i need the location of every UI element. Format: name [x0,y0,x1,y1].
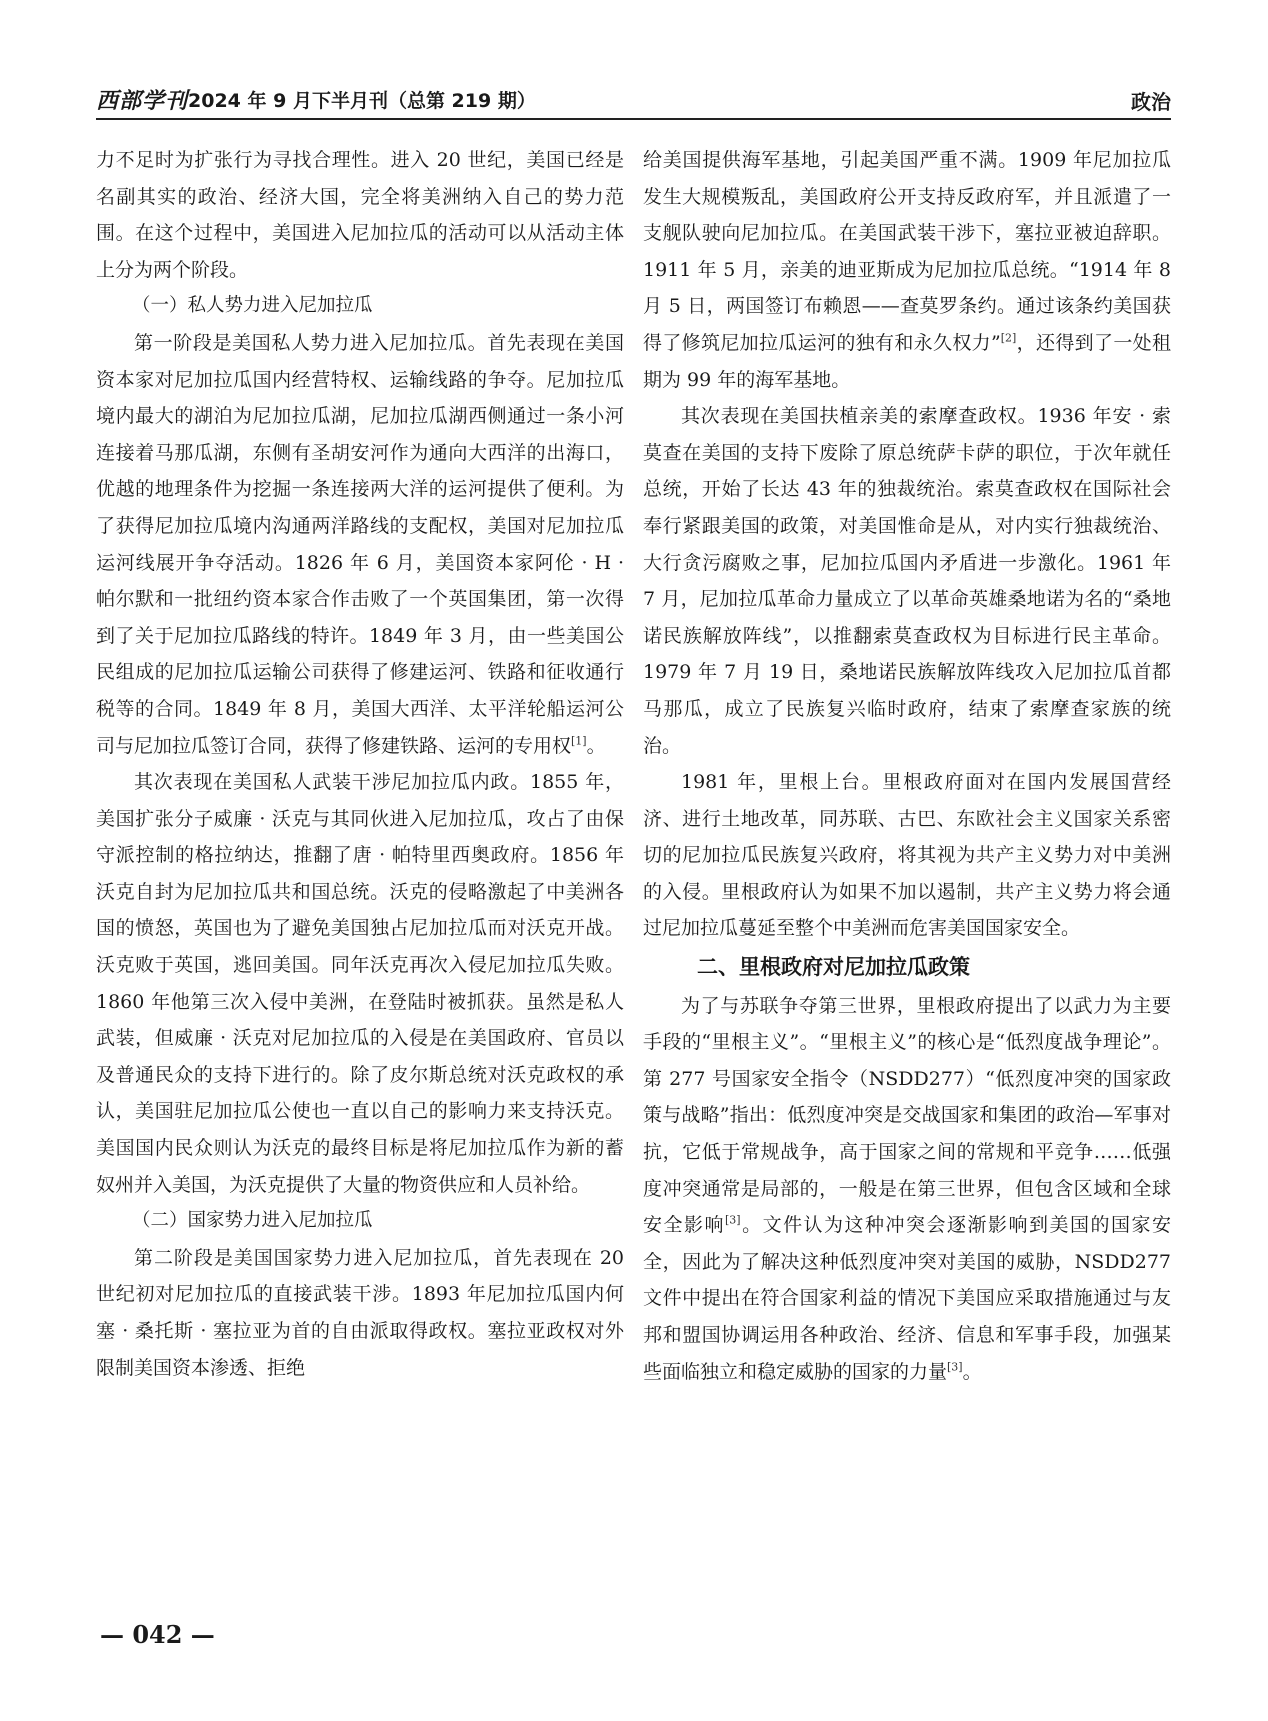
paragraph-text: 。 [962,1360,982,1383]
paragraph-text: 。 [586,734,606,757]
paragraph: 力不足时为扩张行为寻找合理性。进入 20 世纪，美国已经是名副其实的政治、经济大国，完全将美洲纳入自己的势力范围。在这个过程中，美国进入尼加拉瓜的活动可以从活动主体上分为两个阶段。 [96,149,624,281]
paragraph-text: 第一阶段是美国私人势力进入尼加拉瓜。首先表现在美国资本家对尼加拉瓜国内经营特权、运输线路的争夺。尼加拉瓜境内最大的湖泊为尼加拉瓜湖，尼加拉瓜湖西侧通过一条小河连接着马那瓜湖，东侧有圣胡安河作为通向大西洋的出海口，优越的地理条件为挖掘一条连接两大洋的运河提供了便利。为了获得尼加拉瓜境内沟通两洋路线的支配权，美国对尼加拉瓜运河线展开争夺活动。1826 年 6 月，美国资本家阿伦 · H · 帕尔默和一批纽约资本家合作击败了一个英国集团，第一次得到了关于尼加拉瓜路线的特许。1849 年 3 月，由一些美国公民组成的尼加拉瓜运输公司获得了修建运河、铁路和征收通行税等的合同。1849 年 8 月，美国大西洋、太平洋轮船运河公司与尼加拉瓜签订合同，获得了修建铁路、运河的专用权 [96,331,624,757]
paragraph-text: 。文件认为这种冲突会逐渐影响到美国的国家安全，因此为了解决这种低烈度冲突对美国的威胁，NSDD277 文件中提出在符合国家利益的情况下美国应采取措施通过与友邦和盟国协调运用各种政治、经济、信息和军事手段，加强某些面临独立和稳定威胁的国家的力量 [643,1214,1171,1383]
paragraph: 其次表现在美国扶植亲美的索摩查政权。1936 年安 · 索莫查在美国的支持下废除了原总统萨卡萨的职位，于次年就任总统，开始了长达 43 年的独裁统治。索莫查政权在国际社会奉行紧跟美国的政策，对美国惟命是从，对内实行独裁统治、大行贪污腐败之事，尼加拉瓜国内矛盾进一步激化。1961 年 7 月，尼加拉瓜革命力量成立了以革命英雄桑地诺为名的“桑地诺民族解放阵线”，以推翻索莫查政权为目标进行民主革命。1979 年 7 月 19 日，桑地诺民族解放阵线攻入尼加拉瓜首都马那瓜，成立了民族复兴临时政府，结束了索摩查家族的统治。 [643,405,1171,757]
journal-issue: 2024 年 9 月下半月刊（总第 219 期） [188,90,536,112]
running-header [96,84,1171,120]
page-number: — 042 — [100,1620,215,1649]
citation-ref: [3] [947,1360,963,1374]
subsection-heading: （二）国家势力进入尼加拉瓜 [132,1210,373,1232]
citation-ref: [2] [1000,331,1017,345]
paragraph [643,988,1171,1391]
paragraph: 1981 年，里根上台。里根政府面对在国内发展国营经济、进行土地改革，同苏联、古巴、东欧社会主义国家关系密切的尼加拉瓜民族复兴政府，将其视为共产主义势力对中美洲的入侵。里根政府认为如果不加以遏制，共产主义势力将会通过尼加拉瓜蔓延至整个中美洲而危害美国国家安全。 [643,771,1171,940]
paragraph: 第二阶段是美国国家势力进入尼加拉瓜，首先表现在 20 世纪初对尼加拉瓜的直接武装干涉。1893 年尼加拉瓜国内何塞 · 桑托斯 · 塞拉亚为首的自由派取得政权。塞拉亚政权对外限制美国资本渗透、拒绝 [96,1246,624,1379]
paragraph [643,142,1171,398]
right-column [643,142,1171,1390]
subsection-heading: （一）私人势力进入尼加拉瓜 [132,295,373,317]
section-heading: 二、里根政府对尼加拉瓜政策 [697,955,970,980]
paragraph [96,325,624,764]
citation-ref: [3] [724,1213,741,1227]
paragraph-text: ，还得到了一处租期为 99 年的海军基地。 [643,331,1171,391]
paragraph-text: 给美国提供海军基地，引起美国严重不满。1909 年尼加拉瓜发生大规模叛乱，美国政府公开支持反政府军，并且派遣了一支舰队驶向尼加拉瓜。在美国武装干涉下，塞拉亚被迫辞职。1911 年 5 月，亲美的迪亚斯成为尼加拉瓜总统。“1914 年 8 月 5 日，两国签订布赖恩——查莫罗条约。通过该条约美国获得了修筑尼加拉瓜运河的独有和永久权力” [643,149,1171,354]
paragraph-text: 为了与苏联争夺第三世界，里根政府提出了以武力为主要手段的“里根主义”。“里根主义”的核心是“低烈度战争理论”。第 277 号国家安全指令（NSDD277）“低烈度冲突的国家政策与战略”指出：低烈度冲突是交战国家和集团的政治—军事对抗，它低于常规战争，高于国家之间的常规和平竞争……低强度冲突通常是局部的，一般是在第三世界，但包含区域和全球安全影响 [643,994,1171,1237]
paragraph: 其次表现在美国私人武装干涉尼加拉瓜内政。1855 年，美国扩张分子威廉 · 沃克与其同伙进入尼加拉瓜，攻占了由保守派控制的格拉纳达，推翻了唐 · 帕特里西奥政府。1856 年沃克自封为尼加拉瓜共和国总统。沃克的侵略激起了中美洲各国的愤怒，英国也为了避免美国独占尼加拉瓜而对沃克开战。沃克败于英国，逃回美国。同年沃克再次入侵尼加拉瓜失败。1860 年他第三次入侵中美洲，在登陆时被抓获。虽然是私人武装，但威廉 · 沃克对尼加拉瓜的入侵是在美国政府、官员以及普通民众的支持下进行的。除了皮尔斯总统对沃克政权的承认，美国驻尼加拉瓜公使也一直以自己的影响力来支持沃克。美国国内民众则认为沃克的最终目标是将尼加拉瓜作为新的蓄奴州并入美国，为沃克提供了大量的物资供应和人员补给。 [96,771,624,1196]
journal-logo: 西部学刊 [96,88,189,114]
section-name: 政治 [1131,90,1171,114]
citation-ref: [1] [571,734,587,748]
header-rule [96,118,1171,120]
left-column [96,142,624,1386]
